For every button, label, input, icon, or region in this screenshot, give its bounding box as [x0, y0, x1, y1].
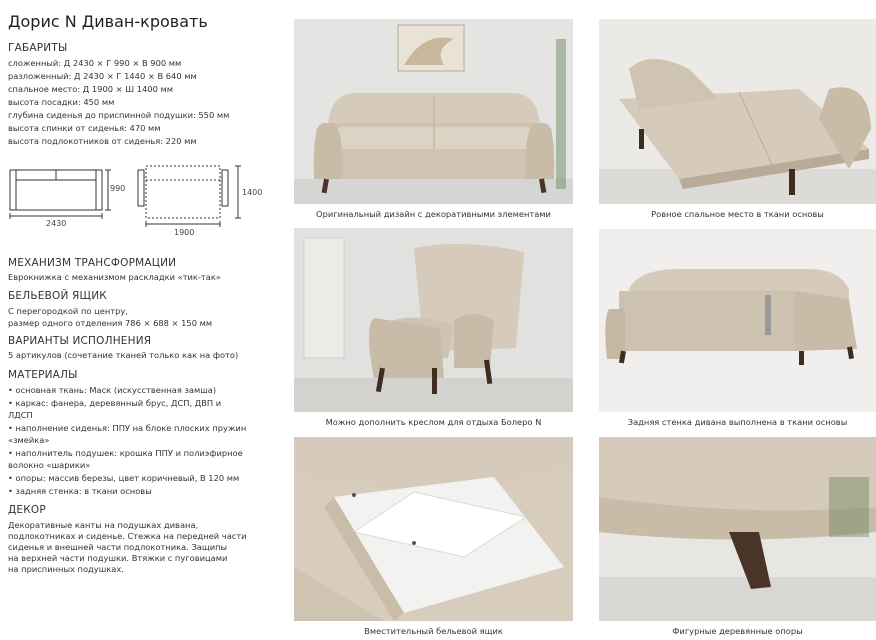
box-line: С перегородкой по центру, — [8, 306, 128, 316]
box-line: размер одного отделения 786 × 688 × 150 мм — [8, 318, 213, 328]
photo-armchair — [294, 228, 573, 412]
materials-line: • каркас: фанера, деревянный брус, ДСП, ДВП и — [8, 398, 222, 408]
mechanism-heading: МЕХАНИЗМ ТРАНСФОРМАЦИИ — [8, 257, 177, 269]
materials-line: волокно «шарики» — [8, 460, 91, 470]
page-title: Дорис N Диван-кровать — [8, 12, 208, 31]
width-bed-label: 1900 — [174, 228, 195, 237]
materials-line: ЛДСП — [8, 410, 33, 420]
decor-line: на верхней части подушки. Втяжки с пуговицами — [8, 553, 228, 563]
depth-folded-label: 990 — [110, 184, 126, 193]
materials-line: • наполнение сиденья: ППУ на блоке плоских пружин — [8, 423, 247, 433]
dims-line: высота спинки от сиденья: 470 мм — [8, 123, 161, 133]
decor-line: на приспинных подушках. — [8, 564, 124, 574]
mechanism-text: Еврокнижка с механизмом раскладки «тик-так» — [8, 272, 221, 282]
photo-caption: Можно дополнить креслом для отдыха Болеро N — [325, 417, 542, 427]
photo-storage-box — [294, 437, 573, 621]
dims-line: глубина сиденья до приспинной подушки: 550 мм — [8, 110, 230, 120]
variants-text: 5 артикулов (сочетание тканей только как на фото) — [8, 350, 239, 360]
dims-line: высота посадки: 450 мм — [8, 97, 115, 107]
photo-caption: Задняя стенка дивана выполнена в ткани основы — [627, 417, 848, 427]
dims-line: сложенный: Д 2430 × Г 990 × В 900 мм — [8, 58, 182, 68]
dimension-diagram — [6, 160, 266, 240]
box-heading: БЕЛЬЕВОЙ ЯЩИК — [8, 290, 107, 302]
materials-line: • задняя стенка: в ткани основы — [8, 486, 152, 496]
variants-heading: ВАРИАНТЫ ИСПОЛНЕНИЯ — [8, 335, 152, 347]
width-folded-label: 2430 — [46, 219, 67, 228]
photo-sofa-bed — [599, 19, 876, 204]
decor-line: сиденья и внешней части подлокотника. Защипы — [8, 542, 228, 552]
photo-wooden-leg — [599, 437, 876, 621]
photo-caption: Фигурные деревянные опоры — [672, 626, 803, 636]
depth-bed-label: 1400 — [242, 188, 263, 197]
photo-caption: Оригинальный дизайн с декоративными элементами — [316, 209, 551, 219]
dims-line: спальное место: Д 1900 × Ш 1400 мм — [8, 84, 174, 94]
materials-line: • опоры: массив березы, цвет коричневый, В 120 мм — [8, 473, 240, 483]
photo-caption: Вместительный бельевой ящик — [364, 626, 503, 636]
decor-heading: ДЕКОР — [8, 504, 46, 516]
materials-heading: МАТЕРИАЛЫ — [8, 369, 78, 381]
dims-heading: ГАБАРИТЫ — [8, 42, 68, 54]
photo-sofa-back — [599, 229, 876, 412]
decor-line: подлокотниках и сиденье. Стежка на передней части — [8, 531, 247, 541]
photo-caption: Ровное спальное место в ткани основы — [651, 209, 824, 219]
dims-line: разложенный: Д 2430 × Г 1440 × В 640 мм — [8, 71, 197, 81]
materials-line: • основная ткань: Маск (искусственная замша) — [8, 385, 217, 395]
materials-line: • наполнитель подушек: крошка ППУ и полиэфирное — [8, 448, 243, 458]
decor-line: Декоративные канты на подушках дивана, — [8, 520, 199, 530]
photo-sofa-front — [294, 19, 573, 204]
dims-line: высота подлокотников от сиденья: 220 мм — [8, 136, 197, 146]
materials-line: «змейка» — [8, 435, 50, 445]
